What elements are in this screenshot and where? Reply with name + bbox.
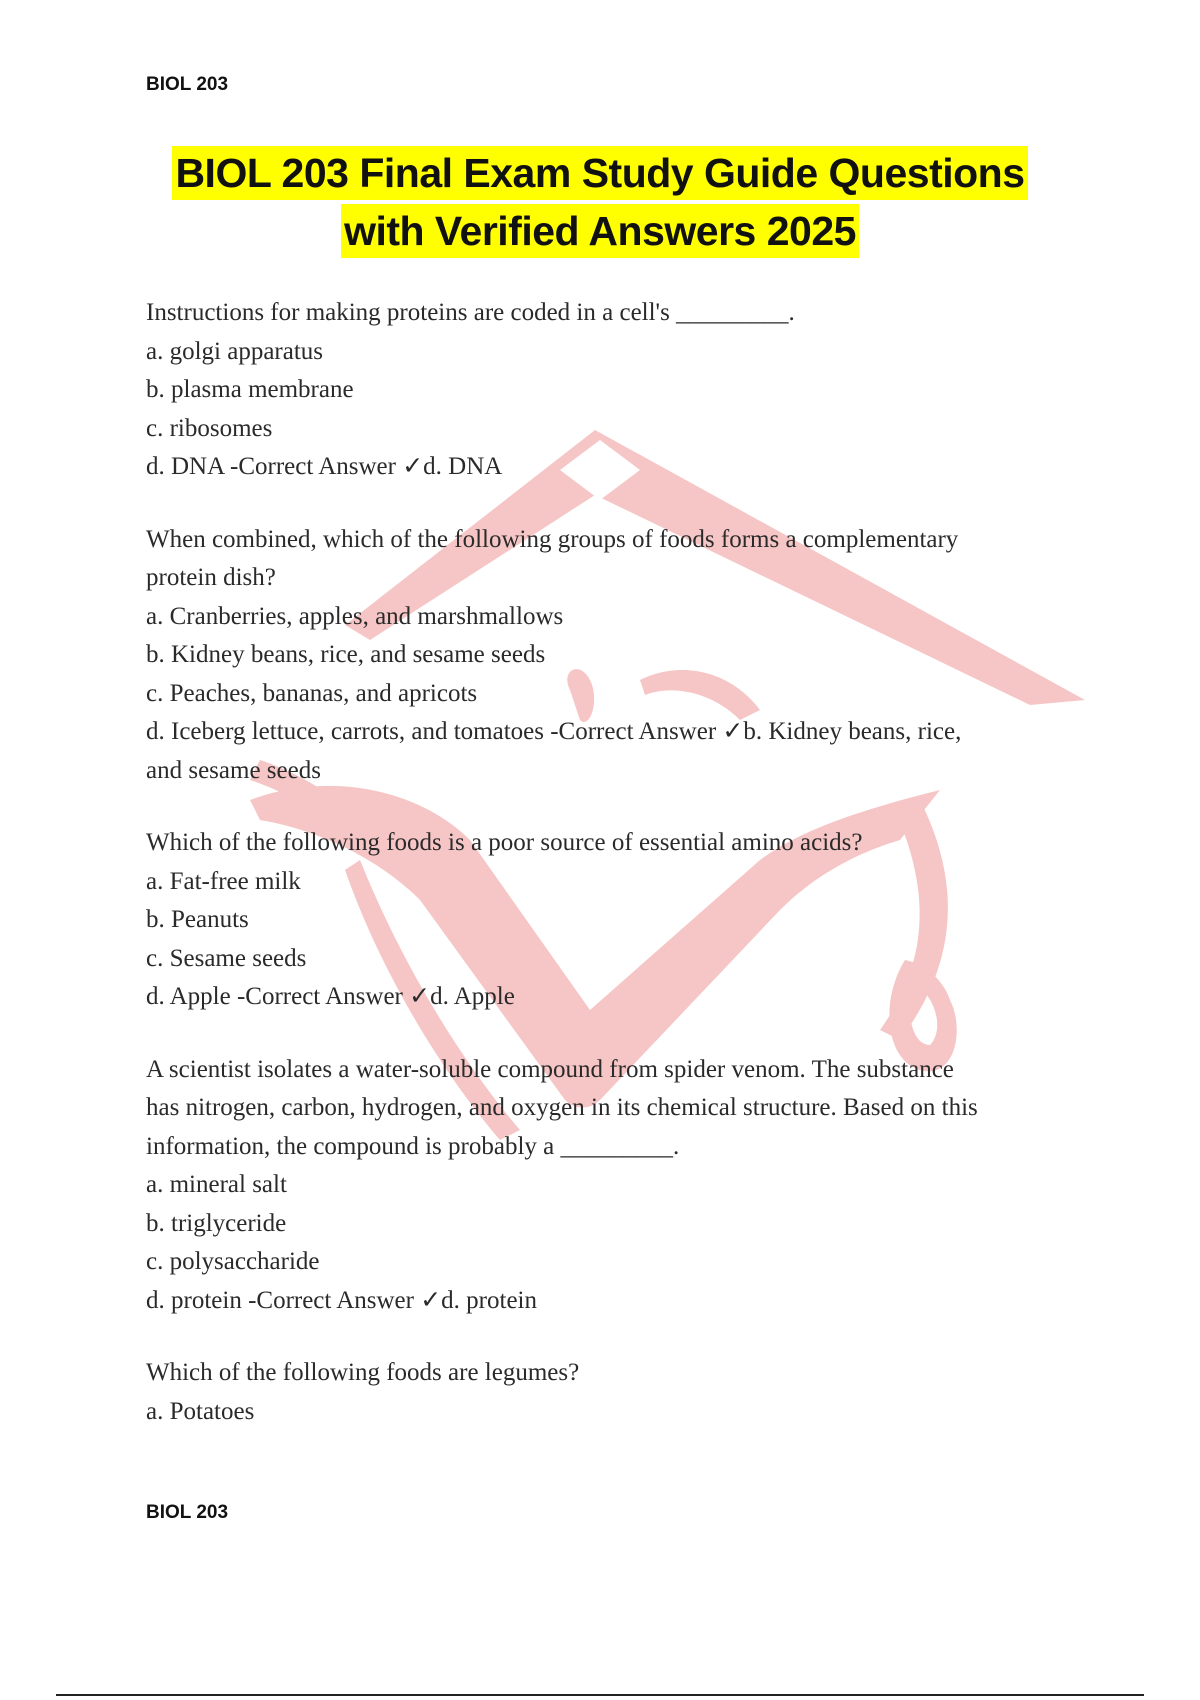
answer-option: c. ribosomes <box>146 414 273 442</box>
question-stem: protein dish? <box>146 564 276 591</box>
title-line-2: with Verified Answers 2025 <box>341 204 859 258</box>
page-header-label: BIOL 203 <box>146 74 229 95</box>
question-block <box>146 1051 1086 1321</box>
answer-option: b. triglyceride <box>146 1209 287 1237</box>
question-block <box>146 521 1086 791</box>
question-stem: When combined, which of the following groups of foods forms a complementary <box>146 525 959 553</box>
answer-option: b. Peanuts <box>146 906 249 933</box>
question-stem: Instructions for making proteins are coded in a cell's _________. <box>146 299 795 326</box>
answer-option-correct: d. Apple -Correct Answer ✓d. Apple <box>146 983 515 1010</box>
answer-option: a. Potatoes <box>146 1397 255 1425</box>
title-line-1: BIOL 203 Final Exam Study Guide Questions <box>172 146 1027 200</box>
answer-option-correct: d. Iceberg lettuce, carrots, and tomatoes -Correct Answer ✓b. Kidney beans, rice, <box>146 718 962 745</box>
answer-option: c. Sesame seeds <box>146 944 307 972</box>
questions-list <box>146 294 1086 1465</box>
document-title <box>0 146 1200 258</box>
answer-option: a. mineral salt <box>146 1171 287 1198</box>
question-block <box>146 294 1086 487</box>
answer-option: b. Kidney beans, rice, and sesame seeds <box>146 641 546 668</box>
answer-option: b. plasma membrane <box>146 376 354 403</box>
answer-option: a. Fat-free milk <box>146 867 301 895</box>
answer-option-correct: d. DNA -Correct Answer ✓d. DNA <box>146 453 503 480</box>
question-stem: Which of the following foods are legumes? <box>146 1359 580 1386</box>
page-footer-label: BIOL 203 <box>146 1502 229 1523</box>
question-stem: has nitrogen, carbon, hydrogen, and oxygen in its chemical structure. Based on this <box>146 1094 978 1121</box>
answer-option: c. Peaches, bananas, and apricots <box>146 679 478 707</box>
answer-option-correct: d. protein -Correct Answer ✓d. protein <box>146 1286 537 1314</box>
question-stem: A scientist isolates a water-soluble compound from spider venom. The substance <box>146 1055 954 1083</box>
answer-option: c. polysaccharide <box>146 1248 320 1275</box>
answer-option: a. golgi apparatus <box>146 337 324 365</box>
question-block <box>146 824 1086 1017</box>
question-block <box>146 1354 1086 1431</box>
answer-option-correct-continued: and sesame seeds <box>146 756 321 784</box>
question-stem: information, the compound is probably a _________. <box>146 1132 680 1160</box>
question-stem: Which of the following foods is a poor source of essential amino acids? <box>146 829 863 856</box>
answer-option: a. Cranberries, apples, and marshmallows <box>146 602 564 630</box>
page-bottom-rule <box>56 1694 1144 1696</box>
